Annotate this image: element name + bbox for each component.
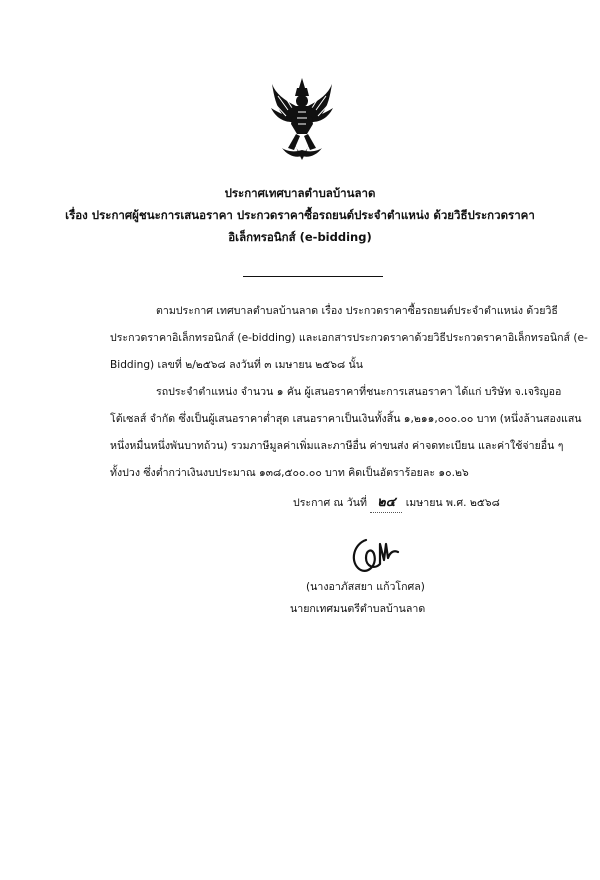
handwritten-day: ๒๔	[370, 491, 402, 513]
issued-prefix: ประกาศ ณ วันที่	[293, 497, 367, 509]
announcement-title: ประกาศเทศบาลตำบลบ้านลาด	[224, 186, 376, 200]
signer-name: (นางอาภัสสยา แก้วโกศล)	[306, 581, 425, 593]
issued-suffix: เมษายน พ.ศ. ๒๕๖๘	[405, 497, 500, 509]
issued-date-line	[293, 491, 500, 513]
body-text: Bidding) เลขที่ ๒/๒๕๖๘ ลงวันที่ ๓ เมษายน ๒๕๖๘ นั้น	[110, 359, 363, 371]
signer-title: นายกเทศมนตรีตำบลบ้านลาด	[290, 603, 426, 615]
body-text: ตามประกาศ เทศบาลตำบลบ้านลาด เรื่อง ประกวดราคาซื้อรถยนต์ประจำตำแหน่ง ด้วยวิธี	[156, 305, 558, 317]
garuda-emblem-icon	[268, 76, 336, 162]
body-text: ประกวดราคาอิเล็กทรอนิกส์ (e-bidding) และเอกสารประกวดราคาด้วยวิธีประกวดราคาอิเล็กทรอนิกส์ (e-	[110, 332, 588, 344]
body-text: โต้เซลส์ จำกัด ซึ่งเป็นผู้เสนอราคาต่ำสุด เสนอราคาเป็นเงินทั้งสิ้น ๑,๒๑๑,๐๐๐.๐๐ บาท (หนึ่งล้านสองแสน	[110, 413, 582, 425]
body-text: รถประจำตำแหน่ง จำนวน ๑ คัน ผู้เสนอราคาที่ชนะการเสนอราคา ได้แก่ บริษัท จ.เจริญออ	[156, 386, 562, 398]
body-text: หนึ่งหมื่นหนึ่งพันบาทถ้วน) รวมภาษีมูลค่าเพิ่มและภาษีอื่น ค่าขนส่ง ค่าจดทะเบียน และค่าใช้จ่ายอื่น ๆ	[110, 440, 564, 452]
body-text: ทั้งปวง ซึ่งต่ำกว่าเงินงบประมาณ ๑๓๘,๕๐๐.๐๐ บาท คิดเป็นอัตราร้อยละ ๑๐.๒๖	[110, 467, 469, 479]
announcement-subject: เรื่อง ประกาศผู้ชนะการเสนอราคา ประกวดราคาซื้อรถยนต์ประจำตำแหน่ง ด้วยวิธีประกวดราคา	[65, 208, 535, 222]
announcement-subject-cont: อิเล็กทรอนิกส์ (e-bidding)	[228, 230, 372, 244]
handwritten-signature	[344, 530, 406, 580]
divider-line	[243, 276, 383, 277]
